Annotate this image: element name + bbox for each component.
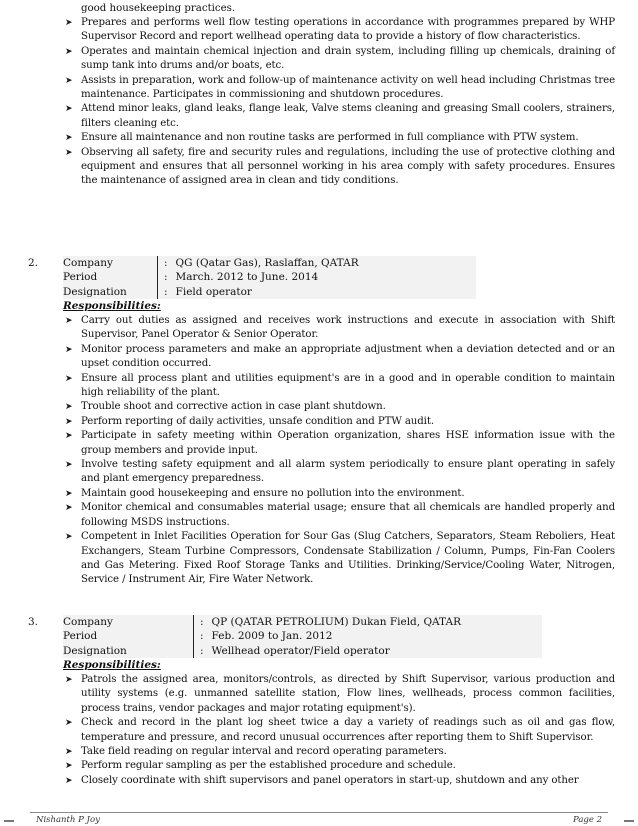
job-number: 2. (28, 257, 39, 269)
detail-label: Designation (63, 285, 127, 298)
bullet-item (63, 314, 615, 343)
bullet-text: Perform regular sampling as per the established procedure and schedule. (81, 760, 456, 772)
bullet-item (63, 759, 615, 773)
bullet-item (63, 530, 615, 588)
bullet-text: Take field reading on regular interval and record operating parameters. (81, 746, 447, 758)
bullet-text: Carry out duties as assigned and receives work instructions and execute in association with Shift Supervisor, Panel Operator & Senior Operator. (81, 315, 615, 341)
detail-label: Period (63, 630, 98, 643)
detail-colon: : (158, 285, 176, 299)
bullet-item (63, 372, 615, 401)
responsibilities-heading: Responsibilities: (63, 300, 161, 312)
bullet-text: Involve testing safety equipment and all alarm system periodically to ensure plant operating in safely and plant emergency preparedness. (81, 459, 615, 485)
detail-label: Company (63, 257, 113, 269)
detail-colon: : (158, 256, 176, 270)
job-details-table (63, 615, 542, 658)
arrow-bullet-icon: ➤ (65, 460, 73, 471)
arrow-bullet-icon: ➤ (65, 431, 73, 442)
bullet-item (63, 16, 615, 45)
bullet-item (63, 774, 615, 788)
job3-bullet-list (63, 673, 615, 788)
bullet-item (63, 716, 615, 745)
bullet-text: Monitor process parameters and make an appropriate adjustment when a deviation detected and or an upset condition occurred. (81, 343, 615, 370)
detail-colon: : (194, 644, 212, 658)
detail-value: QP (QATAR PETROLIUM) Dukan Field, QATAR (211, 616, 461, 628)
detail-label: Period (63, 271, 98, 284)
bullet-item (63, 501, 615, 530)
bullet-text: Ensure all process plant and utilities equipment's are in a good and in operable condition to maintain high reliability of the plant. (81, 372, 615, 399)
bullet-item (63, 458, 615, 487)
detail-value: QG (Qatar Gas), Raslaffan, QATAR (175, 257, 359, 269)
detail-row-designation (63, 285, 476, 299)
arrow-bullet-icon: ➤ (65, 761, 73, 772)
bullet-item (63, 131, 615, 145)
bullet-item (63, 343, 615, 372)
bullet-text: Ensure all maintenance and non routine tasks are performed in full compliance with PTW system. (81, 132, 579, 144)
arrow-bullet-icon: ➤ (65, 46, 73, 57)
arrow-bullet-icon: ➤ (65, 104, 73, 115)
bullet-item (63, 487, 615, 501)
bullet-text: Trouble shoot and corrective action in case plant shutdown. (81, 401, 386, 413)
bullet-text: Attend minor leaks, gland leaks, flange leak, Valve stems cleaning and greasing Small coolers, strainers, filters cleaning etc. (81, 103, 615, 129)
footer-tick-left (4, 820, 14, 822)
arrow-bullet-icon: ➤ (65, 316, 73, 326)
continuation-text: good housekeeping practices. (81, 3, 236, 14)
bullet-item (63, 74, 615, 103)
bullet-text: Closely coordinate with shift supervisors and panel operators in start-up, shutdown and any other (81, 774, 579, 786)
detail-colon: : (194, 629, 212, 643)
bullet-item (63, 673, 615, 716)
bullet-item (63, 102, 615, 131)
arrow-bullet-icon: ➤ (65, 503, 73, 514)
arrow-bullet-icon: ➤ (65, 675, 73, 685)
arrow-bullet-icon: ➤ (65, 373, 73, 384)
bullet-text: Maintain good housekeeping and ensure no pollution into the environment. (81, 487, 465, 499)
responsibilities-heading: Responsibilities: (63, 659, 161, 671)
detail-value: March. 2012 to June. 2014 (175, 271, 319, 284)
detail-value: Field operator (175, 285, 252, 298)
footer-author-name: Nishanth P Joy (36, 815, 100, 825)
arrow-bullet-icon: ➤ (65, 416, 73, 427)
bullet-text: Prepares and performs well flow testing operations in accordance with programmes prepared by WHP Supervisor Record and report wellhead operating data to provide a history of flow characteristics. (81, 17, 615, 43)
bullet-text: Perform reporting of daily activities, unsafe condition and PTW audit. (81, 415, 434, 427)
job-number: 3. (28, 616, 39, 628)
bullet-text: Patrols the assigned area, monitors/controls, as directed by Shift Supervisor, various production and utility systems (e.g. unmanned satellite station, Flow lines, wellheads, process common facilities, process trains, vendor packages and major rotating equipment's). (81, 674, 615, 714)
detail-label: Designation (63, 644, 127, 657)
bullet-text: Assists in preparation, work and follow-up of maintenance activity on well head including Christmas tree maintenance. Participates in commissioning and shutdown procedures. (81, 74, 615, 101)
detail-value: Feb. 2009 to Jan. 2012 (211, 630, 333, 643)
detail-row-designation (63, 644, 542, 658)
bullet-item (63, 429, 615, 458)
bullet-text: Competent in Inlet Facilities Operation for Sour Gas (Slug Catchers, Separators, Steam Reboliers, Heat Exchangers, Steam Turbine Compressors, Condensate Stabilization / Column, Pumps, Fin-Fan Coolers and Gas Metering. Fixed Roof Storage Tanks and Utilities. Drinking/Service/Cooling Water, Nitrogen, Service / Instrument Air, Fire Water Network. (81, 531, 615, 586)
bullet-text: Check and record in the plant log sheet twice a day a variety of readings such as oil and gas flow, temperature and pressure, and record unusual occurrences after reporting them to Shift Supervisor. (81, 717, 615, 743)
bullet-text: Monitor chemical and consumables material usage; ensure that all chemicals are handled properly and following MSDS instructions. (81, 502, 615, 528)
footer-rule (30, 812, 608, 813)
arrow-bullet-icon: ➤ (65, 532, 73, 543)
detail-row-period (63, 629, 542, 643)
footer-tick-right (624, 820, 634, 822)
arrow-bullet-icon: ➤ (65, 718, 73, 729)
detail-label: Company (63, 616, 113, 628)
page-footer (0, 812, 638, 826)
job-details-table (63, 256, 476, 299)
bullet-item (63, 415, 615, 429)
detail-row-period (63, 270, 476, 284)
bullet-item (63, 146, 615, 189)
detail-value: Wellhead operator/Field operator (211, 644, 390, 657)
bullet-item (63, 45, 615, 74)
detail-colon: : (158, 270, 176, 284)
arrow-bullet-icon: ➤ (65, 775, 73, 786)
detail-row-company (63, 256, 476, 270)
detail-row-company (63, 615, 542, 629)
detail-colon: : (194, 615, 212, 629)
arrow-bullet-icon: ➤ (65, 147, 73, 158)
bullet-text: Observing all safety, fire and security rules and regulations, including the use of protective clothing and equipment and ensures that all personnel working in his area comply with safety procedures. Ensures the maintenance of assigned area in clean and tidy conditions. (81, 146, 615, 187)
job2-bullet-list (63, 314, 615, 588)
bullet-item (63, 400, 615, 414)
arrow-bullet-icon: ➤ (65, 18, 73, 28)
bullet-item (63, 745, 615, 759)
arrow-bullet-icon: ➤ (65, 75, 73, 86)
bullet-text: Participate in safety meeting within Operation organization, shares HSE information issue with the group members and provide input. (81, 430, 615, 456)
footer-page-number: Page 2 (573, 815, 602, 825)
top-bullet-list (63, 16, 615, 189)
arrow-bullet-icon: ➤ (65, 402, 73, 413)
arrow-bullet-icon: ➤ (65, 747, 73, 758)
arrow-bullet-icon: ➤ (65, 488, 73, 499)
arrow-bullet-icon: ➤ (65, 344, 73, 355)
bullet-text: Operates and maintain chemical injection and drain system, including filling up chemicals, draining of sump tank into drums and/or boats, etc. (81, 45, 615, 72)
arrow-bullet-icon: ➤ (65, 133, 73, 144)
